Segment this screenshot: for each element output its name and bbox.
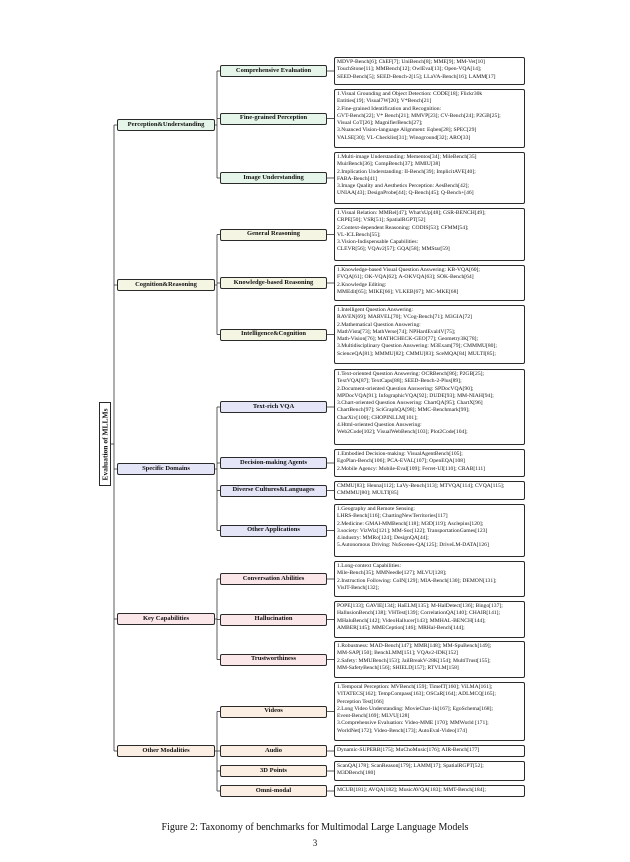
benchmark-line: 1.Intelligent Question Answering: — [337, 307, 413, 313]
benchmark-line: 1.Visual Grounding and Object Detection: CODE[18]; Flickr30k — [337, 91, 483, 97]
benchmark-line: 1.Embodied Decision-making: VisualAgentBench[105]; — [337, 451, 463, 457]
benchmark-line: 1.Text-oriented Question Answering: OCRBench[86]; P2GB[25]; — [337, 371, 485, 377]
subcategory-fine-grained-perception — [220, 113, 327, 125]
subcategory-label: Hallucination — [254, 615, 293, 623]
benchmark-line: MuirBench[36]; CompBench[37]; MMIU[38] — [337, 161, 441, 168]
subcategory-label: Audio — [265, 746, 282, 754]
benchmark-line: 1.Knowledge-based Visual Question Answering: KB-VQA[60]; — [337, 267, 480, 273]
benchmark-line: M3DBench[180] — [337, 770, 376, 777]
subcategory-audio — [220, 745, 327, 757]
benchmark-line: AMBER[145]; MMECeption[146]; MRHal-Bench[144]; — [337, 624, 465, 631]
subcategory-label: Conversation Abilities — [242, 574, 305, 582]
benchmark-line: CharXiv[100]; CHOPINLLM[101]; — [337, 414, 418, 421]
category-perception-understanding — [117, 119, 215, 131]
benchmark-line: CMMMU[80]; MULTI[85] — [337, 490, 399, 497]
subcategory-knowledge-based-reasoning — [220, 277, 327, 289]
benchmark-line: LHRS-Bench[116]; ChartingNewTerritories[117] — [337, 513, 448, 520]
subcategory-other-applications — [220, 525, 327, 537]
subcategory-comprehensive-evaluation — [220, 65, 327, 77]
benchmark-line: VITATECS[162]; TempCompass[163]; OSCaR[164]; ADLMCQ[165]; — [337, 691, 496, 698]
benchmark-list-omni-modal — [334, 785, 525, 797]
benchmark-line: MPDocVQA[91]; InfographicVQA[92]; DUDE[93]; MM-NIAH[94]; — [337, 392, 494, 399]
benchmark-line: GVT-Bench[22]; V* Bench[21]; MMVP[23]; CV-Bench[24]; P2GB[25]; — [337, 112, 501, 119]
benchmark-line: VL-ICLBench[55]; — [337, 231, 381, 238]
benchmark-line: ScanQA[178]; ScanReason[179]; LAMM[17]; SpatialRGPT[52]; — [337, 763, 484, 769]
benchmark-list-intelligence-cognition — [334, 305, 525, 364]
subcategory-label: Videos — [264, 707, 283, 715]
benchmark-line: CLEVR[56]; VQAv2[57]; GQA[58]; MMStar[59] — [337, 246, 450, 253]
page-number: 3 — [312, 838, 318, 848]
benchmark-line: 2.Long Video Understanding: MovieChat-1k[167]; EgoSchema[168]; — [337, 705, 494, 712]
benchmark-list-image-understanding — [334, 152, 525, 204]
benchmark-line: Entities[19]; Visual7W[20]; V*Bench[21] — [337, 98, 432, 105]
benchmark-line: Event-Bench[169]; MLVU[128] — [337, 713, 410, 720]
benchmark-line: 3.Multidisciplinary Question Answering: M3Exam[79]; CMMMU[80]; — [337, 343, 497, 350]
category-other-modalities — [117, 745, 215, 757]
benchmark-line: Mile-Bench[35]; MMNeedle[127]; MLVU[128]; — [337, 570, 447, 577]
benchmark-line: 2.Mathematical Question Answering: — [337, 321, 421, 328]
benchmark-line: Web2Code[102]; VisualWebBench[103]; Plot2Code[104]; — [337, 429, 468, 436]
benchmark-line: ChartBench[97]; SciGraphQA[98]; MMC-Benchmark[99]; — [337, 407, 470, 414]
benchmark-line: 4.Html-oriented Question Answering: — [337, 422, 422, 429]
category-key-capabilities — [117, 613, 215, 625]
benchmark-list-videos — [334, 682, 525, 741]
benchmark-line: WorldNet[172]; Video-Bench[173]; AutoEval-Video[174] — [337, 727, 467, 734]
subcategory-conversation-abilities — [220, 573, 327, 585]
benchmark-list-knowledge-based-reasoning — [334, 265, 525, 301]
benchmark-line: 2.Fine-grained Identification and Recognition: — [337, 105, 442, 112]
benchmark-line: UNIAA[43]; DesignProbe[44]; Q-Bench[45]; Q-Bench+[46] — [337, 190, 474, 197]
benchmark-line: 2.Knowledge Editing: — [337, 281, 387, 288]
root-node — [99, 402, 111, 486]
benchmark-list-diverse-cultures-languages — [334, 481, 525, 500]
benchmark-line: 3.Comprehensive Evaluation: Video-MME [170]; MMWorld [171]; — [337, 720, 489, 727]
benchmark-line: 2.Document-oriented Question Answering: SPDocVQA[90]; — [337, 385, 474, 392]
benchmark-line: CMMU[83]; Henna[112]; LaVy-Bench[113]; MTVQA[114]; CVQA[115]; — [337, 483, 505, 489]
subcategory-decision-making-agents — [220, 457, 327, 469]
subcategory-label: 3D Points — [260, 766, 287, 774]
benchmark-line: Dynamic-SUPERB[175]; MuChoMusic[176]; AIR-Bench[177] — [337, 747, 480, 753]
category-label: Cognition&Reasoning — [135, 280, 197, 288]
subcategory-text-rich-vqa — [220, 401, 327, 413]
benchmark-line: 1.Visual Relation: MMRel[47]; What'sUp[48]; GSR-BENCH[49]; — [337, 210, 486, 216]
subcategory-3d-points — [220, 765, 327, 777]
subcategory-label: Text-rich VQA — [252, 402, 295, 410]
benchmark-line: 2.Medicine: GMAI-MMBench[118]; M3D[119]; Asclepius[120]; — [337, 520, 484, 527]
benchmark-line: MHaluBench[142]; VideoHallucer[143]; MMHAL-BENCH[144]; — [337, 617, 486, 624]
benchmark-line: FVQA[61]; OK-VQA[62]; A-OKVQA[63]; SOK-Bench[64] — [337, 274, 474, 281]
subcategory-general-reasoning — [220, 229, 327, 241]
benchmark-list-conversation-abilities — [334, 561, 525, 597]
subcategory-label: Comprehensive Evaluation — [235, 66, 312, 74]
benchmark-line: 2.Implication Understanding: II-Bench[39]; ImplicitAVE[40]; — [337, 168, 476, 175]
benchmark-line: MMEdit[65]; MIKE[66]; VLKEB[67]; MC-MKE[68] — [337, 288, 459, 295]
benchmark-line: 1.Temporal Perception: MVBench[159]; TimeIT[160]; ViLMA[161]; — [337, 684, 493, 690]
benchmark-list-comprehensive-evaluation — [334, 57, 525, 85]
subcategory-label: Trustworthiness — [250, 655, 297, 663]
benchmark-list-decision-making-agents — [334, 449, 525, 477]
benchmark-line: VALSE[30]; VL-Checklist[31]; Winoground[32]; ARO[33] — [337, 134, 471, 141]
benchmark-line: 3.Chart-oriented Question Answering: ChartQA[95]; ChartX[96] — [337, 400, 483, 407]
benchmark-line: 1.Geography and Remote Sensing: — [337, 506, 415, 512]
benchmark-line: RAVEN[69]; MARVEL[70]; VCog-Bench[71]; M3GIA[72] — [337, 314, 472, 321]
benchmark-line: TouchStone[11]; MMBench[12]; OwlEval[13]; Open-VQA[14]; — [337, 66, 482, 73]
benchmark-line: HallusionBench[138]; VHTest[139]; CorrelationQA[140]; CHAIR[141]; — [337, 610, 501, 617]
benchmark-list-trustworthiness — [334, 641, 525, 678]
benchmark-line: 3.Image Quality and Aesthetics Perception: AesBench[42]; — [337, 183, 470, 190]
benchmark-line: 3.Vision-Indispensable Capabilities: — [337, 239, 419, 246]
subcategory-videos — [220, 706, 327, 718]
benchmark-line: 4.industry: MMRo[124]; DesignQA[44]; — [337, 535, 429, 542]
subcategory-label: Decision-making Agents — [240, 458, 307, 466]
benchmark-line: 2.Instruction Following: CoIN[129]; MIA-Bench[130]; DEMON[131]; — [337, 577, 497, 584]
benchmark-line: Visual CoT[26]; MagnifierBench[27]; — [337, 120, 423, 127]
benchmark-line: CRPE[50]; VSR[51]; SpatialRGPT[52] — [337, 217, 426, 224]
subcategory-label: Diverse Cultures&Languages — [232, 486, 315, 494]
benchmark-line: 1.Robustness: MAD-Bench[147]; MMR[148]; MM-SpuBench[149]; — [337, 643, 492, 649]
category-cognition-reasoning — [117, 279, 215, 291]
category-label: Other Modalities — [142, 746, 190, 754]
benchmark-line: FABA-Bench[41] — [337, 175, 377, 182]
benchmark-line: 5.Autonomous Driving: NuScenes-QA[125]; DriveLM-DATA[126] — [337, 542, 489, 549]
benchmark-list-audio — [334, 745, 525, 757]
subcategory-label: General Reasoning — [247, 230, 300, 238]
benchmark-line: Perception Test[166] — [337, 698, 384, 705]
benchmark-line: 2.Mobile Agency: Mobile-Eval[109]; Ferret-UI[110]; CRAB[111] — [337, 465, 486, 472]
subcategory-label: Intelligence&Cognition — [241, 330, 306, 338]
benchmark-line: 2.Context-dependent Reasoning: CODIS[53]; CFMM[54]; — [337, 224, 469, 231]
category-label: Key Capabilities — [142, 614, 190, 622]
category-specific-domains — [117, 463, 215, 475]
category-label: Specific Domains — [142, 464, 190, 472]
benchmark-list-hallucination — [334, 601, 525, 638]
benchmark-line: 3.society: VizWiz[121]; MM-Soc[122]; TransportationGames[123] — [337, 527, 488, 534]
subcategory-diverse-cultures-languages — [220, 485, 327, 497]
subcategory-label: Omni-modal — [255, 786, 292, 794]
benchmark-line: MDVP-Bench[6]; ChEF[7]; UniBench[8]; MME[9]; MM-Vet[10] — [337, 59, 485, 65]
root-label: Evaluation of MLLMs — [100, 407, 110, 481]
benchmark-line: SEED-Bench[5]; SEED-Bench-2[15]; LLaVA-Bench[16]; LAMM[17] — [337, 73, 496, 80]
subcategory-label: Knowledge-based Reasoning — [233, 278, 314, 286]
category-label: Perception&Understanding — [127, 120, 205, 128]
benchmark-list-text-rich-vqa — [334, 369, 525, 445]
benchmark-list-fine-grained-perception — [334, 89, 525, 148]
benchmark-line: VisIT-Bench[132]; — [337, 584, 380, 591]
benchmark-line: MM-SAP[150]; BenchLMM[151]; VQAv2-IDK[152] — [337, 650, 458, 657]
benchmark-list-other-applications — [334, 504, 525, 557]
subcategory-trustworthiness — [220, 654, 327, 666]
benchmark-line: MCUB[181]; AVQA[182]; MusicAVQA[183]; MMT-Bench[184]; — [337, 787, 486, 793]
benchmark-line: TextVQA[87]; TextCaps[88]; SEED-Bench-2-Plus[89]; — [337, 378, 462, 385]
subcategory-hallucination — [220, 614, 327, 626]
benchmark-line: Math-Vision[76]; MATHCHECK-GEO[77]; Geometry3K[78]; — [337, 336, 479, 343]
subcategory-label: Image Understanding — [243, 173, 304, 181]
subcategory-label: Fine-grained Perception — [239, 114, 308, 122]
benchmark-line: MM-SafetyBench[156]; SHIELD[157]; RTVLM[158] — [337, 664, 459, 671]
subcategory-label: Other Applications — [247, 526, 300, 534]
subcategory-omni-modal — [220, 785, 327, 797]
benchmark-line: 3.Nuanced Vision-language Alignment: Eqben[28]; SPEC[29] — [337, 127, 477, 134]
benchmark-line: EgoPlan-Bench[106]; PCA-EVAL[107]; OpenEQA[108] — [337, 458, 465, 465]
benchmark-line: 2.Safety: MMUBench[153]; JailBreakV-28K[154]; MultiTrust[155]; — [337, 657, 491, 664]
subcategory-intelligence-cognition — [220, 329, 327, 341]
benchmark-list-3d-points — [334, 761, 525, 781]
benchmark-line: ScienceQA[81]; MMMU[82]; CMMU[83]; SceMQA[84] MULTI[85]; — [337, 350, 496, 357]
benchmark-line: 1.Multi-image Understanding: Mementos[34]; MileBench[35] — [337, 154, 477, 160]
benchmark-line: MathVista[73]; MathVerse[74]; NPHardEval4V[75]; — [337, 328, 456, 335]
benchmark-line: POPE[133]; GAVIE[134]; HaELM[135]; M-HalDetect[136]; Bingo[137]; — [337, 603, 503, 609]
subcategory-image-understanding — [220, 172, 327, 184]
benchmark-list-general-reasoning — [334, 208, 525, 261]
figure-caption: Figure 2: Taxonomy of benchmarks for Multimodal Large Language Models — [161, 822, 469, 833]
benchmark-line: 1.Long-context Capabilities: — [337, 563, 402, 569]
